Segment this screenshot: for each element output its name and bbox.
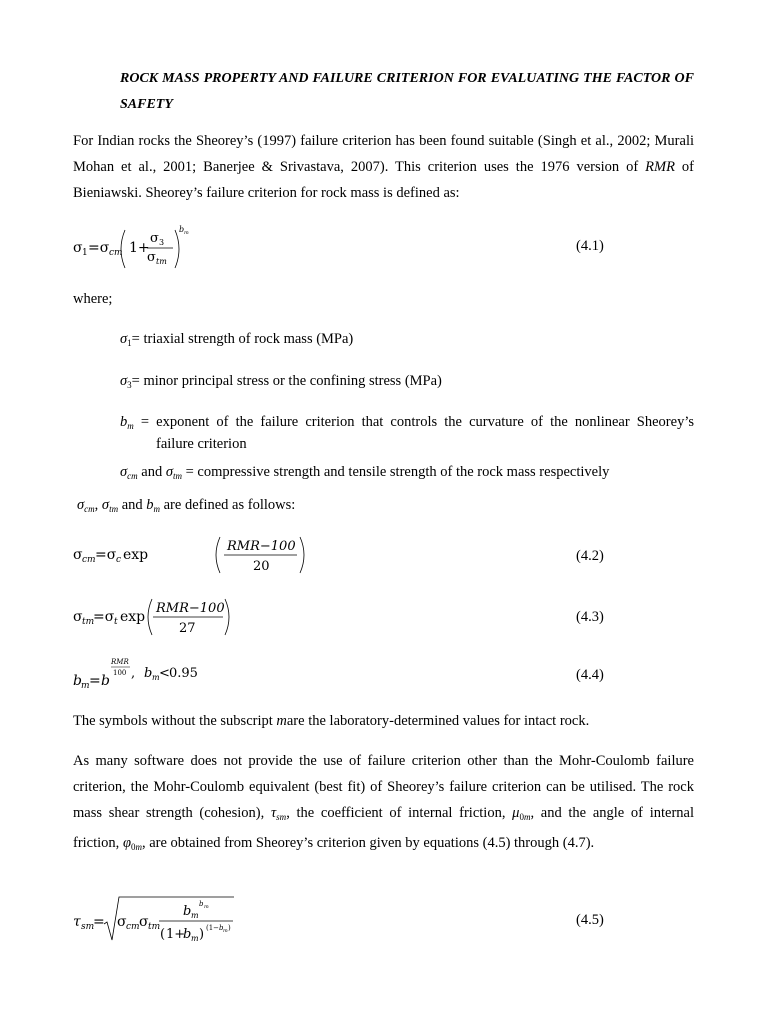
equation-4-5-formula: [73, 894, 273, 946]
svg-text:(: (: [160, 927, 166, 942]
equation-number-4-1: (4.1): [576, 238, 604, 254]
svg-text:tm: tm: [156, 257, 167, 266]
svg-text:<: <: [159, 666, 170, 681]
equation-4-1-formula: [73, 224, 273, 274]
svg-text:1+: 1+: [166, 927, 186, 942]
svg-text:=: =: [93, 914, 105, 930]
svg-text:σ: σ: [117, 914, 127, 930]
svg-text:m: m: [81, 681, 90, 691]
svg-text:27: 27: [179, 621, 196, 636]
svg-text:σ: σ: [147, 250, 156, 265]
svg-text:b: b: [73, 673, 82, 689]
svg-text:σ: σ: [73, 609, 83, 625]
equation-4-4: [73, 655, 273, 695]
svg-text:tm: tm: [148, 922, 161, 932]
svg-text:σ: σ: [73, 547, 83, 563]
svg-text:): ): [199, 927, 205, 942]
where-label: where;: [73, 291, 113, 307]
svg-text:20: 20: [253, 559, 270, 574]
svg-text:m: m: [204, 904, 209, 910]
svg-text:b: b: [101, 673, 110, 689]
equation-4-2: [73, 533, 296, 581]
svg-text:sm: sm: [81, 922, 95, 932]
svg-text:1: 1: [82, 248, 88, 258]
definition-bm: $b_m$ = exponent of the failure criterion that controls the curvature of the nonlinear Sheorey’s failure criterion: [120, 414, 694, 452]
equation-4-1: [73, 224, 273, 278]
svg-text:cm: cm: [109, 248, 123, 258]
equation-4-3: [73, 596, 313, 644]
svg-text:exp: exp: [120, 609, 146, 625]
equation-4-4-formula: [73, 655, 273, 691]
svg-text:σ: σ: [150, 231, 159, 246]
svg-text:0.95: 0.95: [169, 666, 198, 681]
svg-text:=: =: [89, 673, 101, 689]
equation-number-4-5: (4.5): [576, 912, 604, 928]
equation-4-2-formula: [73, 533, 296, 577]
svg-text:exp: exp: [123, 547, 149, 563]
mohr-coulomb-paragraph: As many software does not provide the use of failure criterion other than the Mohr-Coulomb failure criterion, the Mohr-Coulomb equivalent (best fit) of Sheorey’s failure criterion can be utilised. The rock mass shear strength (cohesion), $\tau_{sm}$, the coefficient of internal friction, $\mu_{0m}$, and the angle of internal friction, $\varphi_{0m}$, are obtained from Sheorey’s criterion given by equations (4.5) through (4.7).: [73, 753, 695, 852]
svg-text:1+: 1+: [129, 240, 150, 256]
definition-sigma1: $\sigma_1=$ triaxial strength of rock mass (MPa): [120, 331, 354, 348]
svg-text:τ: τ: [73, 914, 81, 930]
svg-text:,: ,: [131, 666, 136, 681]
svg-text:=σ: =σ: [95, 547, 117, 563]
svg-text:c: c: [116, 555, 122, 565]
svg-text:tm: tm: [82, 617, 95, 627]
equation-number-4-2: (4.2): [576, 548, 604, 564]
svg-text:b: b: [179, 225, 185, 234]
svg-text:=σ: =σ: [88, 240, 110, 256]
symbols-note: The symbols without the subscript mare the laboratory-determined values for intact rock.: [73, 713, 590, 729]
equation-number-4-4: (4.4): [576, 667, 604, 683]
section-heading: ROCK MASS PROPERTY AND FAILURE CRITERION FOR EVALUATING THE FACTOR OF SAFETY: [120, 71, 694, 112]
definition-sigma3: $\sigma_3=$ minor principal stress or the confining stress (MPa): [120, 373, 442, 390]
equation-4-5: [73, 894, 273, 950]
svg-text:t: t: [114, 617, 118, 627]
svg-text:σ: σ: [139, 914, 149, 930]
svg-text:b: b: [183, 904, 192, 919]
svg-text:=σ: =σ: [93, 609, 115, 625]
svg-text:m: m: [223, 928, 228, 934]
svg-text:m: m: [184, 230, 189, 236]
svg-text:RMR: RMR: [111, 658, 129, 666]
intro-paragraph: For Indian rocks the Sheorey’s (1997) failure criterion has been found suitable (Singh et al., 2002; Murali Mohan et al., 2001; Banerjee & Srivastava, 2007). This criterion uses the 1976 version of RMR of Bieniawski. Sheorey’s failure criterion for rock mass is defined as:: [73, 133, 694, 201]
svg-text:): ): [228, 924, 231, 932]
svg-text:3: 3: [159, 238, 165, 247]
svg-text:(1−: (1−: [206, 924, 220, 932]
svg-text:m: m: [191, 934, 199, 943]
svg-text:cm: cm: [126, 922, 140, 932]
svg-text:m: m: [191, 911, 199, 920]
equation-number-4-3: (4.3): [576, 609, 604, 625]
svg-text:b: b: [183, 927, 192, 942]
svg-text:RMR−100: RMR−100: [156, 601, 225, 616]
svg-text:σ: σ: [73, 240, 83, 256]
svg-text:100: 100: [113, 669, 127, 677]
defined-as-line: $\sigma_{cm}$, $\sigma_{tm}$ and $b_m$ are defined as follows:: [77, 497, 296, 514]
definition-sigma-cm-tm: $\sigma_{cm}$ and $\sigma_{tm}$ = compressive strength and tensile strength of the rock mass respectively: [120, 464, 610, 481]
svg-text:RMR−100: RMR−100: [227, 539, 296, 554]
svg-text:b: b: [144, 666, 153, 681]
svg-text:b: b: [199, 900, 204, 908]
svg-text:m: m: [152, 673, 160, 682]
equation-4-3-formula: [73, 596, 313, 640]
svg-text:cm: cm: [82, 555, 96, 565]
svg-text:b: b: [219, 924, 224, 932]
